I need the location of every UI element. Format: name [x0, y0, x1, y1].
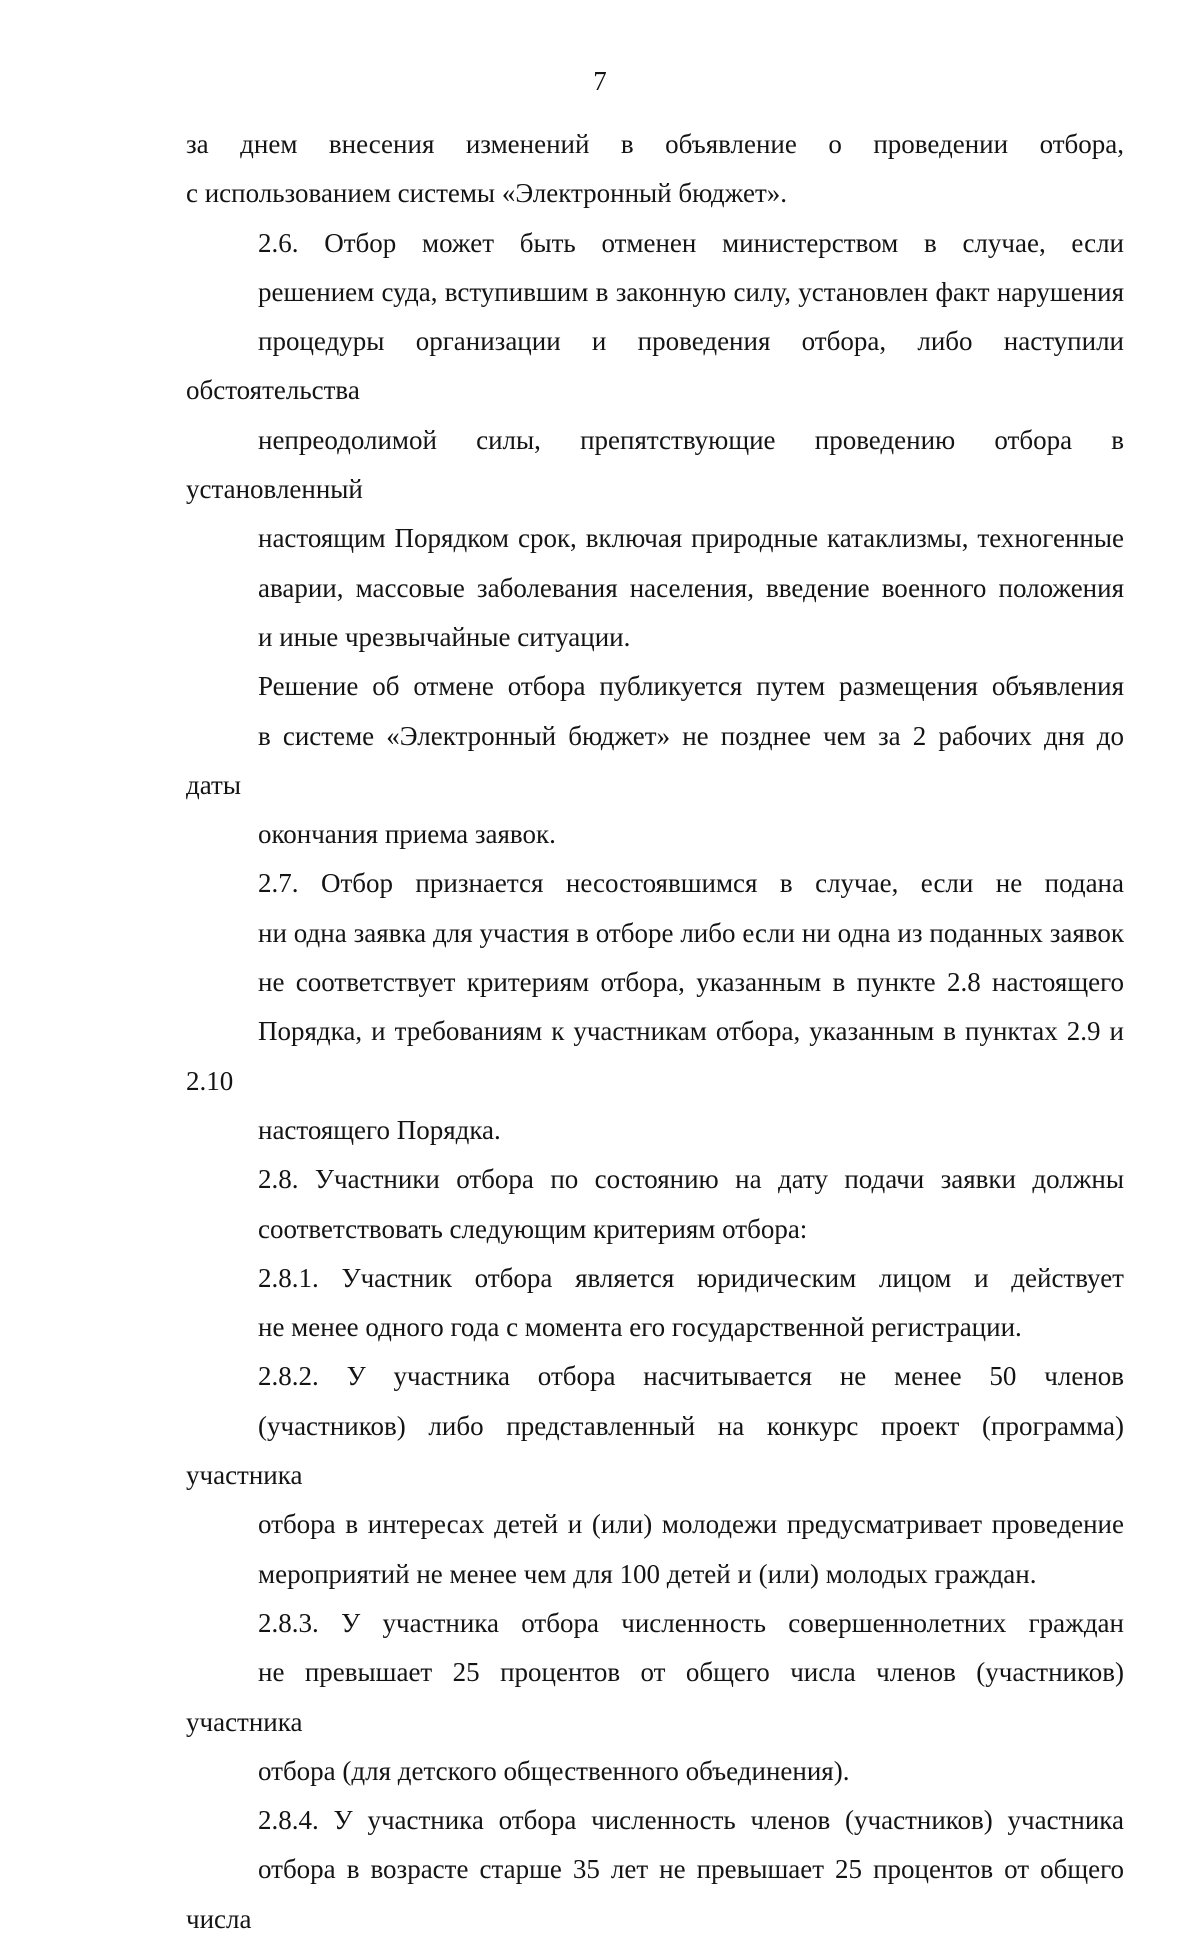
text-line: и иные чрезвычайные ситуации.	[258, 621, 631, 652]
text-line: аварии, массовые заболевания населения, введение военного положения	[258, 572, 1124, 603]
text-line: отбора (для детского общественного объединения).	[258, 1755, 850, 1786]
paragraph	[186, 1155, 1124, 1254]
text-line: настоящим Порядком срок, включая природные катаклизмы, техногенные	[258, 523, 1124, 554]
text-line: отбора в интересах детей и (или) молодежи предусматривает проведение	[258, 1509, 1124, 1540]
text-line: 2.8.1. Участник отбора является юридическим лицом и действует	[258, 1262, 1124, 1293]
text-line: процедуры организации и проведения отбора, либо наступили обстоятельства	[186, 326, 1124, 406]
text-line: Решение об отмене отбора публикуется путем размещения объявления	[258, 671, 1124, 702]
text-line: в системе «Электронный бюджет» не позднее чем за 2 рабочих дня до даты	[186, 720, 1124, 800]
page-number: 7	[593, 66, 607, 96]
text-line: окончания приема заявок.	[258, 819, 556, 850]
text-line: отбора в возрасте старше 35 лет не превышает 25 процентов от общего числа	[186, 1854, 1124, 1934]
text-line: непреодолимой силы, препятствующие проведению отбора в установленный	[186, 424, 1124, 505]
text-line: решением суда, вступившим в законную силу, установлен факт нарушения	[258, 276, 1124, 307]
text-line: не превышает 25 процентов от общего числа членов (участников) участника	[186, 1657, 1124, 1737]
text-line: с использованием системы «Электронный бюджет».	[186, 178, 787, 209]
paragraph	[186, 1352, 1124, 1598]
text-line: (участников) либо представленный на конкурс проект (программа) участника	[186, 1410, 1124, 1491]
text-line: не соответствует критериям отбора, указанным в пункте 2.8 настоящего	[258, 967, 1124, 998]
paragraph	[186, 1254, 1124, 1353]
text-line: настоящего Порядка.	[258, 1114, 501, 1145]
text-line: 2.7. Отбор признается несостоявшимся в случае, если не подана	[258, 868, 1124, 899]
text-line: Порядка, и требованиям к участникам отбора, указанным в пунктах 2.9 и 2.10	[186, 1016, 1124, 1096]
text-line: 2.6. Отбор может быть отменен министерством в случае, если	[258, 227, 1124, 258]
text-line: 2.8. Участники отбора по состоянию на дату подачи заявки должны	[258, 1164, 1124, 1195]
text-line: за днем внесения изменений в объявление о проведении отбора,	[186, 129, 1124, 159]
paragraph	[186, 219, 1124, 663]
text-line: 2.8.2. У участника отбора насчитывается не менее 50 членов	[258, 1361, 1124, 1392]
text-line: соответствовать следующим критериям отбора:	[258, 1213, 808, 1244]
text-line: не менее одного года с момента его государственной регистрации.	[258, 1312, 1022, 1343]
paragraph	[186, 1599, 1124, 1796]
paragraph	[186, 662, 1124, 859]
paragraph	[186, 859, 1124, 1155]
text-line: 2.8.3. У участника отбора численность совершеннолетних граждан	[258, 1607, 1124, 1638]
paragraph	[186, 120, 1124, 219]
paragraph	[186, 1796, 1124, 1944]
document-body	[186, 120, 1124, 1944]
text-line: ни одна заявка для участия в отборе либо если ни одна из поданных заявок	[258, 917, 1124, 948]
text-line: мероприятий не менее чем для 100 детей и (или) молодых граждан.	[258, 1558, 1037, 1589]
text-line: 2.8.4. У участника отбора численность членов (участников) участника	[258, 1805, 1124, 1836]
